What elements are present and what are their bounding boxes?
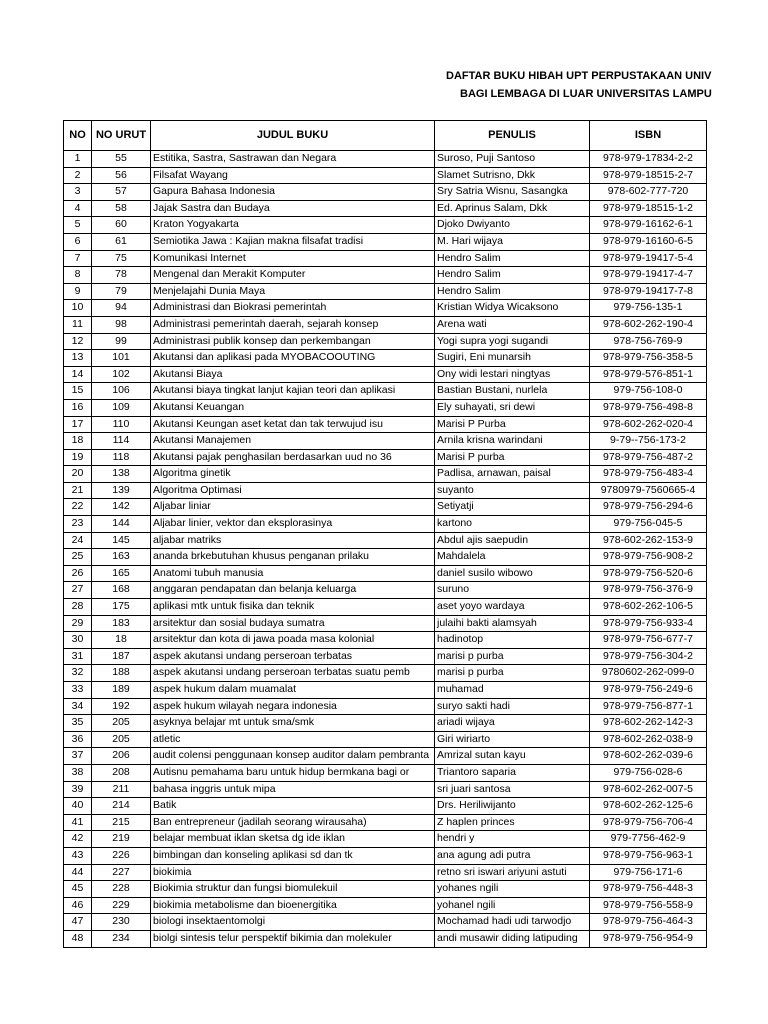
table-row — [64, 764, 707, 781]
cell-no: 10 — [64, 300, 92, 317]
cell-penulis: sri juari santosa — [435, 781, 590, 798]
cell-isbn: 9-79--756-173-2 — [590, 433, 707, 450]
cell-penulis: Amrizal sutan kayu — [435, 748, 590, 765]
cell-penulis: julaihi bakti alamsyah — [435, 615, 590, 632]
cell-penulis: Hendro Salim — [435, 283, 590, 300]
table-row — [64, 632, 707, 649]
table-row — [64, 582, 707, 599]
cell-no: 35 — [64, 715, 92, 732]
cell-no: 12 — [64, 333, 92, 350]
cell-judul-buku: ananda brkebutuhan khusus penganan prilaku — [151, 549, 435, 566]
cell-isbn: 978-979-756-520-6 — [590, 565, 707, 582]
cell-penulis: Triantoro saparia — [435, 764, 590, 781]
cell-judul-buku: Aljabar liniar — [151, 499, 435, 516]
document-title-line2: BAGI LEMBAGA DI LUAR UNIVERSITAS LAMPU — [460, 88, 712, 100]
cell-no-urut: 219 — [92, 831, 151, 848]
table-row — [64, 184, 707, 201]
cell-no-urut: 165 — [92, 565, 151, 582]
table-row — [64, 466, 707, 483]
cell-no-urut: 99 — [92, 333, 151, 350]
cell-no-urut: 106 — [92, 383, 151, 400]
table-row — [64, 366, 707, 383]
cell-judul-buku: Akutansi Keungan aset ketat dan tak terwujud isu — [151, 416, 435, 433]
cell-no: 6 — [64, 233, 92, 250]
cell-penulis: Mochamad hadi udi tarwodjo — [435, 914, 590, 931]
cell-isbn: 979-756-045-5 — [590, 516, 707, 533]
cell-penulis: suyanto — [435, 482, 590, 499]
cell-no: 1 — [64, 151, 92, 168]
table-row — [64, 333, 707, 350]
cell-judul-buku: Akutansi biaya tingkat lanjut kajian teori dan aplikasi — [151, 383, 435, 400]
table-row — [64, 516, 707, 533]
cell-no-urut: 187 — [92, 648, 151, 665]
cell-no: 20 — [64, 466, 92, 483]
cell-isbn: 978-602-262-007-5 — [590, 781, 707, 798]
cell-penulis: Arena wati — [435, 316, 590, 333]
cell-penulis: Drs. Heriliwijanto — [435, 798, 590, 815]
cell-no: 36 — [64, 731, 92, 748]
cell-isbn: 979-756-171-6 — [590, 864, 707, 881]
cell-no: 29 — [64, 615, 92, 632]
cell-no-urut: 109 — [92, 399, 151, 416]
cell-isbn: 978-979-18515-2-7 — [590, 167, 707, 184]
cell-no-urut: 229 — [92, 897, 151, 914]
cell-isbn: 978-602-262-020-4 — [590, 416, 707, 433]
cell-no: 42 — [64, 831, 92, 848]
cell-penulis: marisi p purba — [435, 648, 590, 665]
table-row — [64, 233, 707, 250]
cell-isbn: 978-602-262-153-9 — [590, 532, 707, 549]
cell-isbn: 978-979-756-677-7 — [590, 632, 707, 649]
cell-penulis: muhamad — [435, 682, 590, 699]
table-row — [64, 881, 707, 898]
table-row — [64, 731, 707, 748]
cell-no-urut: 205 — [92, 731, 151, 748]
cell-judul-buku: aspek akutansi undang perseroan terbatas — [151, 648, 435, 665]
table-row — [64, 798, 707, 815]
cell-no: 25 — [64, 549, 92, 566]
cell-no-urut: 139 — [92, 482, 151, 499]
cell-judul-buku: Administrasi pemerintah daerah, sejarah konsep — [151, 316, 435, 333]
cell-isbn: 979-7756-462-9 — [590, 831, 707, 848]
cell-no-urut: 79 — [92, 283, 151, 300]
cell-penulis: Bastian Bustani, nurlela — [435, 383, 590, 400]
cell-isbn: 978-602-262-142-3 — [590, 715, 707, 732]
cell-no-urut: 214 — [92, 798, 151, 815]
table-row — [64, 814, 707, 831]
cell-judul-buku: Akutansi pajak penghasilan berdasarkan uud no 36 — [151, 449, 435, 466]
table-row — [64, 283, 707, 300]
cell-no: 14 — [64, 366, 92, 383]
cell-no-urut: 145 — [92, 532, 151, 549]
table-row — [64, 151, 707, 168]
cell-isbn: 9780602-262-099-0 — [590, 665, 707, 682]
cell-no-urut: 138 — [92, 466, 151, 483]
cell-judul-buku: belajar membuat iklan sketsa dg ide iklan — [151, 831, 435, 848]
cell-no: 18 — [64, 433, 92, 450]
cell-no-urut: 168 — [92, 582, 151, 599]
cell-penulis: andi musawir diding latipuding — [435, 930, 590, 947]
cell-isbn: 978-979-756-954-9 — [590, 930, 707, 947]
cell-no-urut: 57 — [92, 184, 151, 201]
header-no: NO — [64, 121, 92, 151]
cell-isbn: 978-979-756-487-2 — [590, 449, 707, 466]
table-header-row — [64, 121, 707, 151]
table-row — [64, 383, 707, 400]
cell-no-urut: 18 — [92, 632, 151, 649]
header-isbn: ISBN — [590, 121, 707, 151]
table-row — [64, 416, 707, 433]
table-row — [64, 250, 707, 267]
cell-isbn: 978-979-16160-6-5 — [590, 233, 707, 250]
cell-penulis: Hendro Salim — [435, 267, 590, 284]
cell-no-urut: 228 — [92, 881, 151, 898]
cell-isbn: 978-979-17834-2-2 — [590, 151, 707, 168]
table-row — [64, 847, 707, 864]
cell-no: 27 — [64, 582, 92, 599]
cell-no-urut: 102 — [92, 366, 151, 383]
cell-isbn: 978-979-19417-4-7 — [590, 267, 707, 284]
cell-penulis: daniel susilo wibowo — [435, 565, 590, 582]
table-row — [64, 864, 707, 881]
cell-no: 4 — [64, 200, 92, 217]
cell-penulis: yohanes ngili — [435, 881, 590, 898]
cell-judul-buku: biokimia metabolisme dan bioenergitika — [151, 897, 435, 914]
cell-judul-buku: Autisnu pemahama baru untuk hidup bermkana bagi or — [151, 764, 435, 781]
cell-isbn: 978-979-19417-7-8 — [590, 283, 707, 300]
cell-judul-buku: Aljabar linier, vektor dan eksplorasinya — [151, 516, 435, 533]
table-row — [64, 599, 707, 616]
cell-judul-buku: asyknya belajar mt untuk sma/smk — [151, 715, 435, 732]
cell-no: 5 — [64, 217, 92, 234]
cell-judul-buku: Anatomi tubuh manusia — [151, 565, 435, 582]
cell-judul-buku: aspek hukum wilayah negara indonesia — [151, 698, 435, 715]
cell-penulis: Arnila krisna warindani — [435, 433, 590, 450]
cell-no-urut: 175 — [92, 599, 151, 616]
table-row — [64, 715, 707, 732]
cell-judul-buku: Akutansi Biaya — [151, 366, 435, 383]
table-row — [64, 433, 707, 450]
cell-penulis: Kristian Widya Wicaksono — [435, 300, 590, 317]
cell-judul-buku: aplikasi mtk untuk fisika dan teknik — [151, 599, 435, 616]
cell-isbn: 978-602-262-106-5 — [590, 599, 707, 616]
cell-no: 34 — [64, 698, 92, 715]
table-row — [64, 200, 707, 217]
cell-isbn: 978-602-262-038-9 — [590, 731, 707, 748]
cell-no-urut: 188 — [92, 665, 151, 682]
header-penulis: PENULIS — [435, 121, 590, 151]
cell-isbn: 978-756-769-9 — [590, 333, 707, 350]
cell-judul-buku: biologi insektaentomolgi — [151, 914, 435, 931]
cell-judul-buku: Akutansi Manajemen — [151, 433, 435, 450]
cell-no-urut: 205 — [92, 715, 151, 732]
cell-isbn: 978-979-756-448-3 — [590, 881, 707, 898]
cell-judul-buku: Menjelajahi Dunia Maya — [151, 283, 435, 300]
cell-judul-buku: audit colensi penggunaan konsep auditor dalam pembranta — [151, 748, 435, 765]
cell-no-urut: 230 — [92, 914, 151, 931]
table-row — [64, 449, 707, 466]
cell-no-urut: 58 — [92, 200, 151, 217]
cell-no: 7 — [64, 250, 92, 267]
cell-penulis: marisi p purba — [435, 665, 590, 682]
header-judul-buku: JUDUL BUKU — [151, 121, 435, 151]
header-no-urut: NO URUT — [92, 121, 151, 151]
table-row — [64, 217, 707, 234]
cell-penulis: kartono — [435, 516, 590, 533]
cell-no: 9 — [64, 283, 92, 300]
cell-judul-buku: bimbingan dan konseling aplikasi sd dan tk — [151, 847, 435, 864]
cell-no-urut: 226 — [92, 847, 151, 864]
cell-penulis: ariadi wijaya — [435, 715, 590, 732]
table-row — [64, 399, 707, 416]
cell-penulis: Djoko Dwiyanto — [435, 217, 590, 234]
cell-judul-buku: Akutansi Keuangan — [151, 399, 435, 416]
cell-no: 45 — [64, 881, 92, 898]
cell-no-urut: 192 — [92, 698, 151, 715]
table-row — [64, 831, 707, 848]
cell-no: 33 — [64, 682, 92, 699]
cell-no-urut: 61 — [92, 233, 151, 250]
cell-no-urut: 56 — [92, 167, 151, 184]
cell-no: 24 — [64, 532, 92, 549]
cell-judul-buku: Jajak Sastra dan Budaya — [151, 200, 435, 217]
cell-judul-buku: Estitika, Sastra, Sastrawan dan Negara — [151, 151, 435, 168]
cell-judul-buku: Algoritma Optimasi — [151, 482, 435, 499]
table-row — [64, 914, 707, 931]
cell-no-urut: 110 — [92, 416, 151, 433]
cell-judul-buku: Akutansi dan aplikasi pada MYOBACOOUTING — [151, 350, 435, 367]
cell-penulis: Yogi supra yogi sugandi — [435, 333, 590, 350]
cell-penulis: hendri y — [435, 831, 590, 848]
cell-no: 15 — [64, 383, 92, 400]
table-row — [64, 648, 707, 665]
cell-penulis: hadinotop — [435, 632, 590, 649]
cell-penulis: Ed. Aprinus Salam, Dkk — [435, 200, 590, 217]
cell-no-urut: 234 — [92, 930, 151, 947]
table-row — [64, 482, 707, 499]
cell-isbn: 978-979-756-706-4 — [590, 814, 707, 831]
cell-judul-buku: arsitektur dan kota di jawa poada masa kolonial — [151, 632, 435, 649]
cell-no-urut: 215 — [92, 814, 151, 831]
cell-isbn: 979-756-028-6 — [590, 764, 707, 781]
cell-judul-buku: Semiotika Jawa : Kajian makna filsafat tradisi — [151, 233, 435, 250]
table-row — [64, 499, 707, 516]
cell-no-urut: 60 — [92, 217, 151, 234]
cell-isbn: 978-979-756-376-9 — [590, 582, 707, 599]
cell-no: 16 — [64, 399, 92, 416]
cell-no-urut: 206 — [92, 748, 151, 765]
table-row — [64, 267, 707, 284]
cell-isbn: 978-979-756-294-6 — [590, 499, 707, 516]
cell-judul-buku: Ban entrepreneur (jadilah seorang wirausaha) — [151, 814, 435, 831]
table-row — [64, 167, 707, 184]
cell-isbn: 978-979-756-558-9 — [590, 897, 707, 914]
cell-judul-buku: Administrasi publik konsep dan perkembangan — [151, 333, 435, 350]
cell-no-urut: 142 — [92, 499, 151, 516]
cell-isbn: 978-979-756-933-4 — [590, 615, 707, 632]
cell-no: 44 — [64, 864, 92, 881]
cell-no-urut: 189 — [92, 682, 151, 699]
cell-judul-buku: Filsafat Wayang — [151, 167, 435, 184]
cell-penulis: Sry Satria Wisnu, Sasangka — [435, 184, 590, 201]
table-row — [64, 748, 707, 765]
table-row — [64, 565, 707, 582]
cell-penulis: Giri wiriarto — [435, 731, 590, 748]
cell-no-urut: 211 — [92, 781, 151, 798]
cell-isbn: 978-979-756-877-1 — [590, 698, 707, 715]
cell-judul-buku: aspek hukum dalam muamalat — [151, 682, 435, 699]
cell-isbn: 978-602-262-190-4 — [590, 316, 707, 333]
cell-penulis: M. Hari wijaya — [435, 233, 590, 250]
cell-no: 3 — [64, 184, 92, 201]
table-row — [64, 532, 707, 549]
cell-no: 48 — [64, 930, 92, 947]
cell-no-urut: 227 — [92, 864, 151, 881]
cell-no: 28 — [64, 599, 92, 616]
cell-isbn: 979-756-135-1 — [590, 300, 707, 317]
cell-no-urut: 118 — [92, 449, 151, 466]
cell-isbn: 978-602-777-720 — [590, 184, 707, 201]
cell-isbn: 978-602-262-039-6 — [590, 748, 707, 765]
cell-isbn: 978-979-16162-6-1 — [590, 217, 707, 234]
cell-judul-buku: biolgi sintesis telur perspektif bikimia dan molekuler — [151, 930, 435, 947]
table-row — [64, 350, 707, 367]
cell-no: 38 — [64, 764, 92, 781]
cell-no: 41 — [64, 814, 92, 831]
cell-isbn: 978-979-19417-5-4 — [590, 250, 707, 267]
table-row — [64, 549, 707, 566]
cell-no: 46 — [64, 897, 92, 914]
cell-judul-buku: Administrasi dan Biokrasi pemerintah — [151, 300, 435, 317]
cell-no-urut: 114 — [92, 433, 151, 450]
cell-no: 17 — [64, 416, 92, 433]
cell-no: 2 — [64, 167, 92, 184]
cell-isbn: 978-979-756-464-3 — [590, 914, 707, 931]
cell-judul-buku: anggaran pendapatan dan belanja keluarga — [151, 582, 435, 599]
table-row — [64, 781, 707, 798]
cell-isbn: 978-979-756-358-5 — [590, 350, 707, 367]
cell-no: 19 — [64, 449, 92, 466]
cell-penulis: Ely suhayati, sri dewi — [435, 399, 590, 416]
cell-isbn: 978-979-756-963-1 — [590, 847, 707, 864]
cell-penulis: ana agung adi putra — [435, 847, 590, 864]
cell-no: 21 — [64, 482, 92, 499]
cell-judul-buku: biokimia — [151, 864, 435, 881]
cell-isbn: 978-979-756-249-6 — [590, 682, 707, 699]
cell-judul-buku: Komunikasi Internet — [151, 250, 435, 267]
cell-no: 31 — [64, 648, 92, 665]
table-row — [64, 682, 707, 699]
cell-no: 39 — [64, 781, 92, 798]
cell-no: 40 — [64, 798, 92, 815]
table-row — [64, 300, 707, 317]
cell-no-urut: 101 — [92, 350, 151, 367]
table-row — [64, 698, 707, 715]
cell-isbn: 9780979-7560665-4 — [590, 482, 707, 499]
cell-penulis: Slamet Sutrisno, Dkk — [435, 167, 590, 184]
cell-no: 11 — [64, 316, 92, 333]
cell-penulis: Marisi P purba — [435, 449, 590, 466]
cell-judul-buku: bahasa inggris untuk mipa — [151, 781, 435, 798]
cell-penulis: suruno — [435, 582, 590, 599]
cell-penulis: retno sri iswari ariyuni astuti — [435, 864, 590, 881]
cell-penulis: Hendro Salim — [435, 250, 590, 267]
cell-penulis: Padlisa, arnawan, paisal — [435, 466, 590, 483]
cell-isbn: 978-979-576-851-1 — [590, 366, 707, 383]
cell-isbn: 979-756-108-0 — [590, 383, 707, 400]
table-row — [64, 897, 707, 914]
cell-no-urut: 94 — [92, 300, 151, 317]
cell-isbn: 978-602-262-125-6 — [590, 798, 707, 815]
cell-penulis: Ony widi lestari ningtyas — [435, 366, 590, 383]
table-row — [64, 665, 707, 682]
cell-penulis: yohanel ngili — [435, 897, 590, 914]
cell-isbn: 978-979-756-498-8 — [590, 399, 707, 416]
cell-judul-buku: Algoritma ginetik — [151, 466, 435, 483]
cell-isbn: 978-979-18515-1-2 — [590, 200, 707, 217]
cell-no: 22 — [64, 499, 92, 516]
book-list-table — [63, 120, 707, 948]
cell-penulis: Marisi P Purba — [435, 416, 590, 433]
cell-no-urut: 208 — [92, 764, 151, 781]
cell-judul-buku: atletic — [151, 731, 435, 748]
cell-penulis: Setiyatji — [435, 499, 590, 516]
cell-no-urut: 144 — [92, 516, 151, 533]
cell-penulis: Mahdalela — [435, 549, 590, 566]
cell-no-urut: 163 — [92, 549, 151, 566]
cell-no-urut: 75 — [92, 250, 151, 267]
cell-judul-buku: arsitektur dan sosial budaya sumatra — [151, 615, 435, 632]
cell-penulis: Suroso, Puji Santoso — [435, 151, 590, 168]
cell-no: 43 — [64, 847, 92, 864]
cell-isbn: 978-979-756-483-4 — [590, 466, 707, 483]
cell-judul-buku: Biokimia struktur dan fungsi biomulekuil — [151, 881, 435, 898]
cell-judul-buku: Kraton Yogyakarta — [151, 217, 435, 234]
table-row — [64, 615, 707, 632]
table-row — [64, 316, 707, 333]
cell-penulis: Sugiri, Eni munarsih — [435, 350, 590, 367]
cell-no: 30 — [64, 632, 92, 649]
cell-judul-buku: Mengenal dan Merakit Komputer — [151, 267, 435, 284]
cell-no: 37 — [64, 748, 92, 765]
cell-judul-buku: aljabar matriks — [151, 532, 435, 549]
document-title-line1: DAFTAR BUKU HIBAH UPT PERPUSTAKAAN UNIV — [446, 70, 712, 82]
cell-isbn: 978-979-756-304-2 — [590, 648, 707, 665]
cell-no: 23 — [64, 516, 92, 533]
cell-no-urut: 78 — [92, 267, 151, 284]
cell-no: 8 — [64, 267, 92, 284]
cell-no-urut: 183 — [92, 615, 151, 632]
cell-no: 47 — [64, 914, 92, 931]
cell-no-urut: 98 — [92, 316, 151, 333]
cell-no: 32 — [64, 665, 92, 682]
table-row — [64, 930, 707, 947]
cell-penulis: Z haplen princes — [435, 814, 590, 831]
cell-penulis: suryo sakti hadi — [435, 698, 590, 715]
cell-judul-buku: aspek akutansi undang perseroan terbatas suatu pemb — [151, 665, 435, 682]
cell-judul-buku: Batik — [151, 798, 435, 815]
cell-no-urut: 55 — [92, 151, 151, 168]
cell-isbn: 978-979-756-908-2 — [590, 549, 707, 566]
cell-penulis: aset yoyo wardaya — [435, 599, 590, 616]
cell-penulis: Abdul ajis saepudin — [435, 532, 590, 549]
cell-judul-buku: Gapura Bahasa Indonesia — [151, 184, 435, 201]
cell-no: 26 — [64, 565, 92, 582]
cell-no: 13 — [64, 350, 92, 367]
